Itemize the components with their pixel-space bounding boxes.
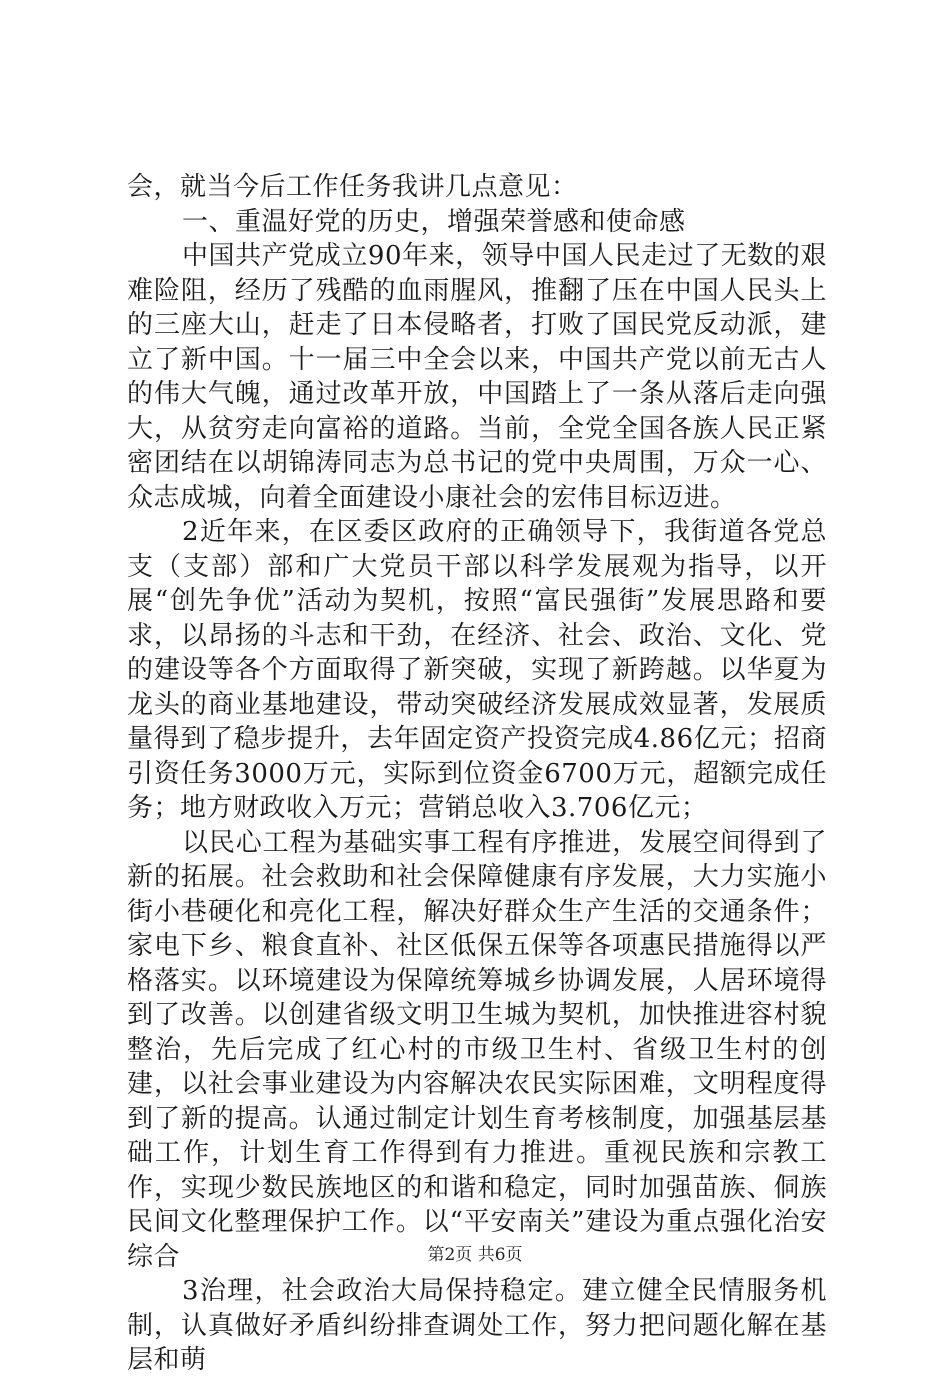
paragraph-continuation: 会，就当今后工作任务我讲几点意见： <box>127 172 578 202</box>
section-heading: 一、重温好党的历史，增强荣誉感和使命感 <box>182 206 686 237</box>
paragraph-governance: 3治理，社会政治大局保持稳定。建立健全民情服务机制，认真做好矛盾纠纷排查调处工作，努力把问题化解在基层和萌 <box>127 1276 827 1375</box>
paragraph-history: 中国共产党成立90年来，领导中国人民走过了无数的艰难险阻，经历了残酷的血雨腥风，推翻了压在中国人民头上的三座大山，赶走了日本侵略者，打败了国民党反动派，建立了新中国。十一届三中全会以来，中国共产党以前无古人的伟大气魄，通过改革开放，中国踏上了一条从落后走向强大，从贫穷走向富裕的道路。当前，全党全国各族人民正紧密团结在以胡锦涛同志为总书记的党中央周围，万众一心、众志成城，向着全面建设小康社会的宏伟目标迈进。 <box>127 241 827 513</box>
document-body <box>127 170 827 1378</box>
paragraph-livelihood: 以民心工程为基础实事工程有序推进，发展空间得到了新的拓展。社会救助和社会保障健康有序发展，大力实施小街小巷硬化和亮化工程，解决好群众生产生活的交通条件；家电下乡、粮食直补、社区低保五保等各项惠民措施得以严格落实。以环境建设为保障统筹城乡协调发展，人居环境得到了改善。以创建省级文明卫生城为契机，加快推进容村貌整治，先后完成了红心村的市级卫生村、省级卫生村的创建，以社会事业建设为内容解决农民实际困难，文明程度得到了新的提高。认通过制定计划生育考核制度，加强基层基础工作，计划生育工作得到有力推进。重视民族和宗教工作，实现少数民族地区的和谐和稳定，同时加强苗族、侗族民间文化整理保护工作。以“平安南关”建设为重点强化治安综合 <box>127 827 827 1272</box>
paragraph-achievements: 2近年来，在区委区政府的正确领导下，我街道各党总支（支部）部和广大党员干部以科学发展观为指导，以开展“创先争优”活动为契机，按照“富民强街”发展思路和要求，以昂扬的斗志和干劲，在经济、社会、政治、文化、党的建设等各个方面取得了新突破，实现了新跨越。以华夏为龙头的商业基地建设，带动突破经济发展成效显著，发展质量得到了稳步提升，去年固定资产投资完成4.86亿元；招商引资任务3000万元，实际到位资金6700万元，超额完成任务；地方财政收入万元；营销总收入3.706亿元； <box>127 517 827 823</box>
page-footer: 第2页 共6页 <box>427 1245 523 1265</box>
